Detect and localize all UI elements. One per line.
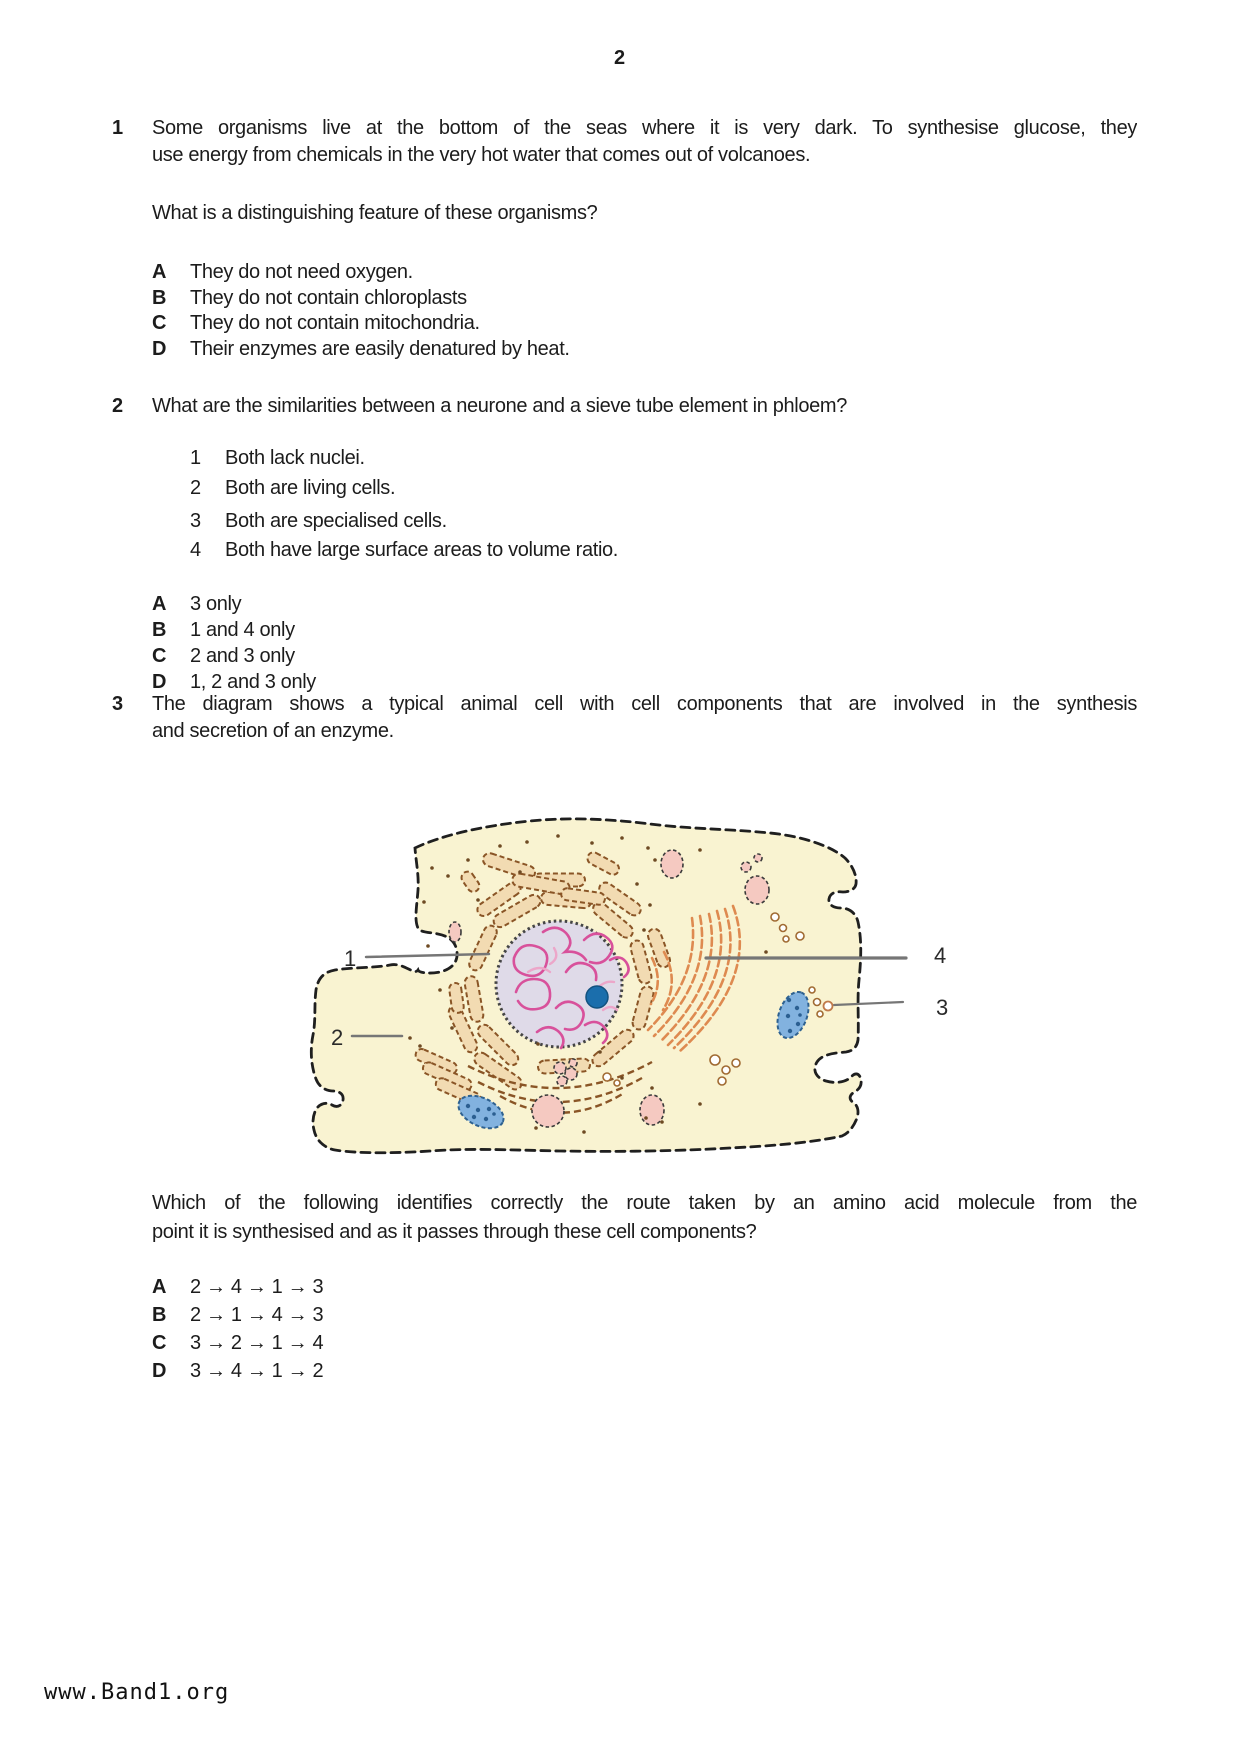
- statement-number: 1: [190, 447, 201, 469]
- question-3-option-c: [152, 1332, 323, 1355]
- question-1-paragraph-line-2: use energy from chemicals in the very hot water that comes out of volcanoes.: [152, 144, 811, 166]
- question-2-option-a: [152, 593, 241, 616]
- question-3-prompt-line-1: Which of the following identifies correctly the route taken by an amino acid molecule from the: [152, 1192, 1137, 1214]
- option-letter: A: [152, 593, 167, 615]
- option-text: They do not need oxygen.: [190, 261, 413, 283]
- option-text: They do not contain chloroplasts: [190, 287, 467, 309]
- question-1-paragraph-line-1: Some organisms live at the bottom of the seas where it is very dark. To synthesise glucose, they: [152, 117, 1137, 139]
- question-3-option-b: [152, 1304, 323, 1327]
- question-1-option-a: [152, 261, 413, 284]
- option-text: 1, 2 and 3 only: [190, 671, 316, 693]
- statement-number: 4: [190, 539, 201, 561]
- question-1-option-b: [152, 287, 467, 310]
- nucleolus: [586, 986, 608, 1008]
- option-text: 3 → 2 → 1 → 4: [190, 1332, 324, 1354]
- option-letter: D: [152, 671, 167, 693]
- question-2-option-c: [152, 645, 295, 668]
- question-3-number: 3: [112, 693, 123, 715]
- question-2-number: 2: [112, 395, 123, 417]
- question-2-option-d: [152, 671, 316, 694]
- question-3-option-d: [152, 1360, 323, 1383]
- option-letter: B: [152, 287, 167, 309]
- option-letter: D: [152, 338, 167, 360]
- option-text: 2 → 1 → 4 → 3: [190, 1304, 324, 1326]
- footer-website-url: www.Band1.org: [44, 1680, 230, 1705]
- question-2-statement-2: [190, 477, 395, 500]
- option-letter: A: [152, 1276, 167, 1298]
- question-1-prompt: What is a distinguishing feature of these organisms?: [152, 202, 598, 224]
- question-1-option-c: [152, 312, 480, 335]
- option-letter: C: [152, 1332, 167, 1354]
- question-2-statement-3: [190, 510, 447, 533]
- diagram-label-2: 2: [331, 1025, 344, 1050]
- diagram-label-4: 4: [934, 943, 947, 968]
- statement-number: 2: [190, 477, 201, 499]
- question-2-prompt: What are the similarities between a neurone and a sieve tube element in phloem?: [152, 395, 847, 417]
- statement-number: 3: [190, 510, 201, 532]
- question-2-option-b: [152, 619, 295, 642]
- statement-text: Both lack nuclei.: [225, 447, 365, 469]
- question-3-option-a: [152, 1276, 323, 1299]
- option-letter: C: [152, 645, 167, 667]
- option-text: 2 and 3 only: [190, 645, 295, 667]
- question-2-statement-1: [190, 447, 365, 470]
- option-letter: B: [152, 1304, 167, 1326]
- question-3-paragraph-line-2: and secretion of an enzyme.: [152, 720, 394, 742]
- statement-text: Both are specialised cells.: [225, 510, 447, 532]
- statement-text: Both have large surface areas to volume ratio.: [225, 539, 619, 561]
- statement-text: Both are living cells.: [225, 477, 396, 499]
- question-3-prompt-line-2: point it is synthesised and as it passes through these cell components?: [152, 1221, 757, 1243]
- option-text: They do not contain mitochondria.: [190, 312, 480, 334]
- option-text: 3 only: [190, 593, 242, 615]
- question-3-paragraph-line-1: The diagram shows a typical animal cell with cell components that are involved in the synthesis: [152, 693, 1137, 715]
- label-3-target-vesicle: [824, 1002, 833, 1011]
- option-text: 3 → 4 → 1 → 2: [190, 1360, 324, 1382]
- diagram-label-3: 3: [936, 995, 949, 1020]
- animal-cell-diagram: [290, 790, 970, 1180]
- option-letter: A: [152, 261, 167, 283]
- page-number: 2: [613, 47, 626, 69]
- question-1-number: 1: [112, 117, 123, 139]
- diagram-label-1: 1: [344, 946, 357, 971]
- question-2-statement-4: [190, 539, 618, 562]
- option-letter: C: [152, 312, 167, 334]
- option-text: Their enzymes are easily denatured by heat.: [190, 338, 570, 360]
- option-text: 1 and 4 only: [190, 619, 295, 641]
- option-letter: B: [152, 619, 167, 641]
- option-letter: D: [152, 1360, 167, 1382]
- option-text: 2 → 4 → 1 → 3: [190, 1276, 324, 1298]
- question-1-option-d: [152, 338, 570, 361]
